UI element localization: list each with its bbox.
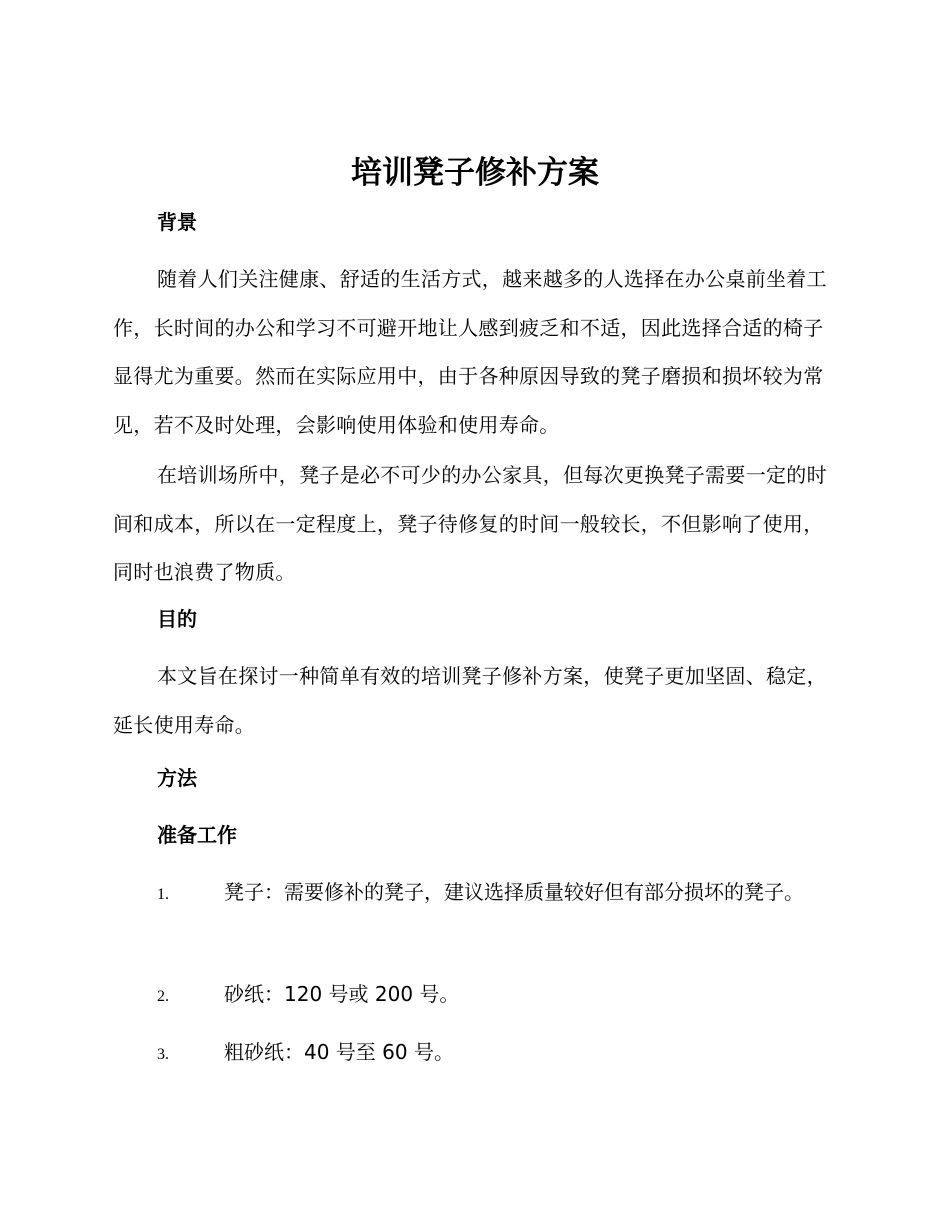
section-heading-background: 背景 (157, 210, 197, 234)
list-item (113, 1029, 833, 1078)
list-item (113, 869, 833, 918)
list-item-number: 3. (157, 1046, 169, 1063)
background-paragraph-2: 在培训场所中，凳子是必不可少的办公家具，但每次更换凳子需要一定的时间和成本，所以在一定程度上，凳子待修复的时间一般较长，不但影响了使用，同时也浪费了物质。 (113, 463, 827, 584)
section-heading-purpose: 目的 (157, 607, 197, 631)
list-item (113, 971, 833, 1020)
subsection-heading-preparation: 准备工作 (157, 823, 237, 847)
list-item-number: 2. (157, 988, 169, 1005)
list-item-number: 1. (157, 886, 169, 903)
list-item-text: 砂纸：120 号或 200 号。 (224, 982, 460, 1006)
page-title: 培训凳子修补方案 (351, 155, 599, 191)
section-heading-method: 方法 (157, 766, 197, 790)
list-item-text: 凳子：需要修补的凳子，建议选择质量较好但有部分损坏的凳子。 (224, 880, 804, 904)
background-paragraph-1: 随着人们关注健康、舒适的生活方式，越来越多的人选择在办公桌前坐着工作，长时间的办公和学习不可避开地让人感到疲乏和不适，因此选择合适的椅子显得尤为重要。然而在实际应用中，由于各种原因导致的凳子磨损和损坏较为常见，若不及时处理，会影响使用体验和使用寿命。 (113, 267, 827, 437)
list-item-text: 粗砂纸：40 号至 60 号。 (224, 1040, 454, 1064)
purpose-paragraph: 本文旨在探讨一种简单有效的培训凳子修补方案，使凳子更加坚固、稳定，延长使用寿命。 (113, 664, 827, 737)
